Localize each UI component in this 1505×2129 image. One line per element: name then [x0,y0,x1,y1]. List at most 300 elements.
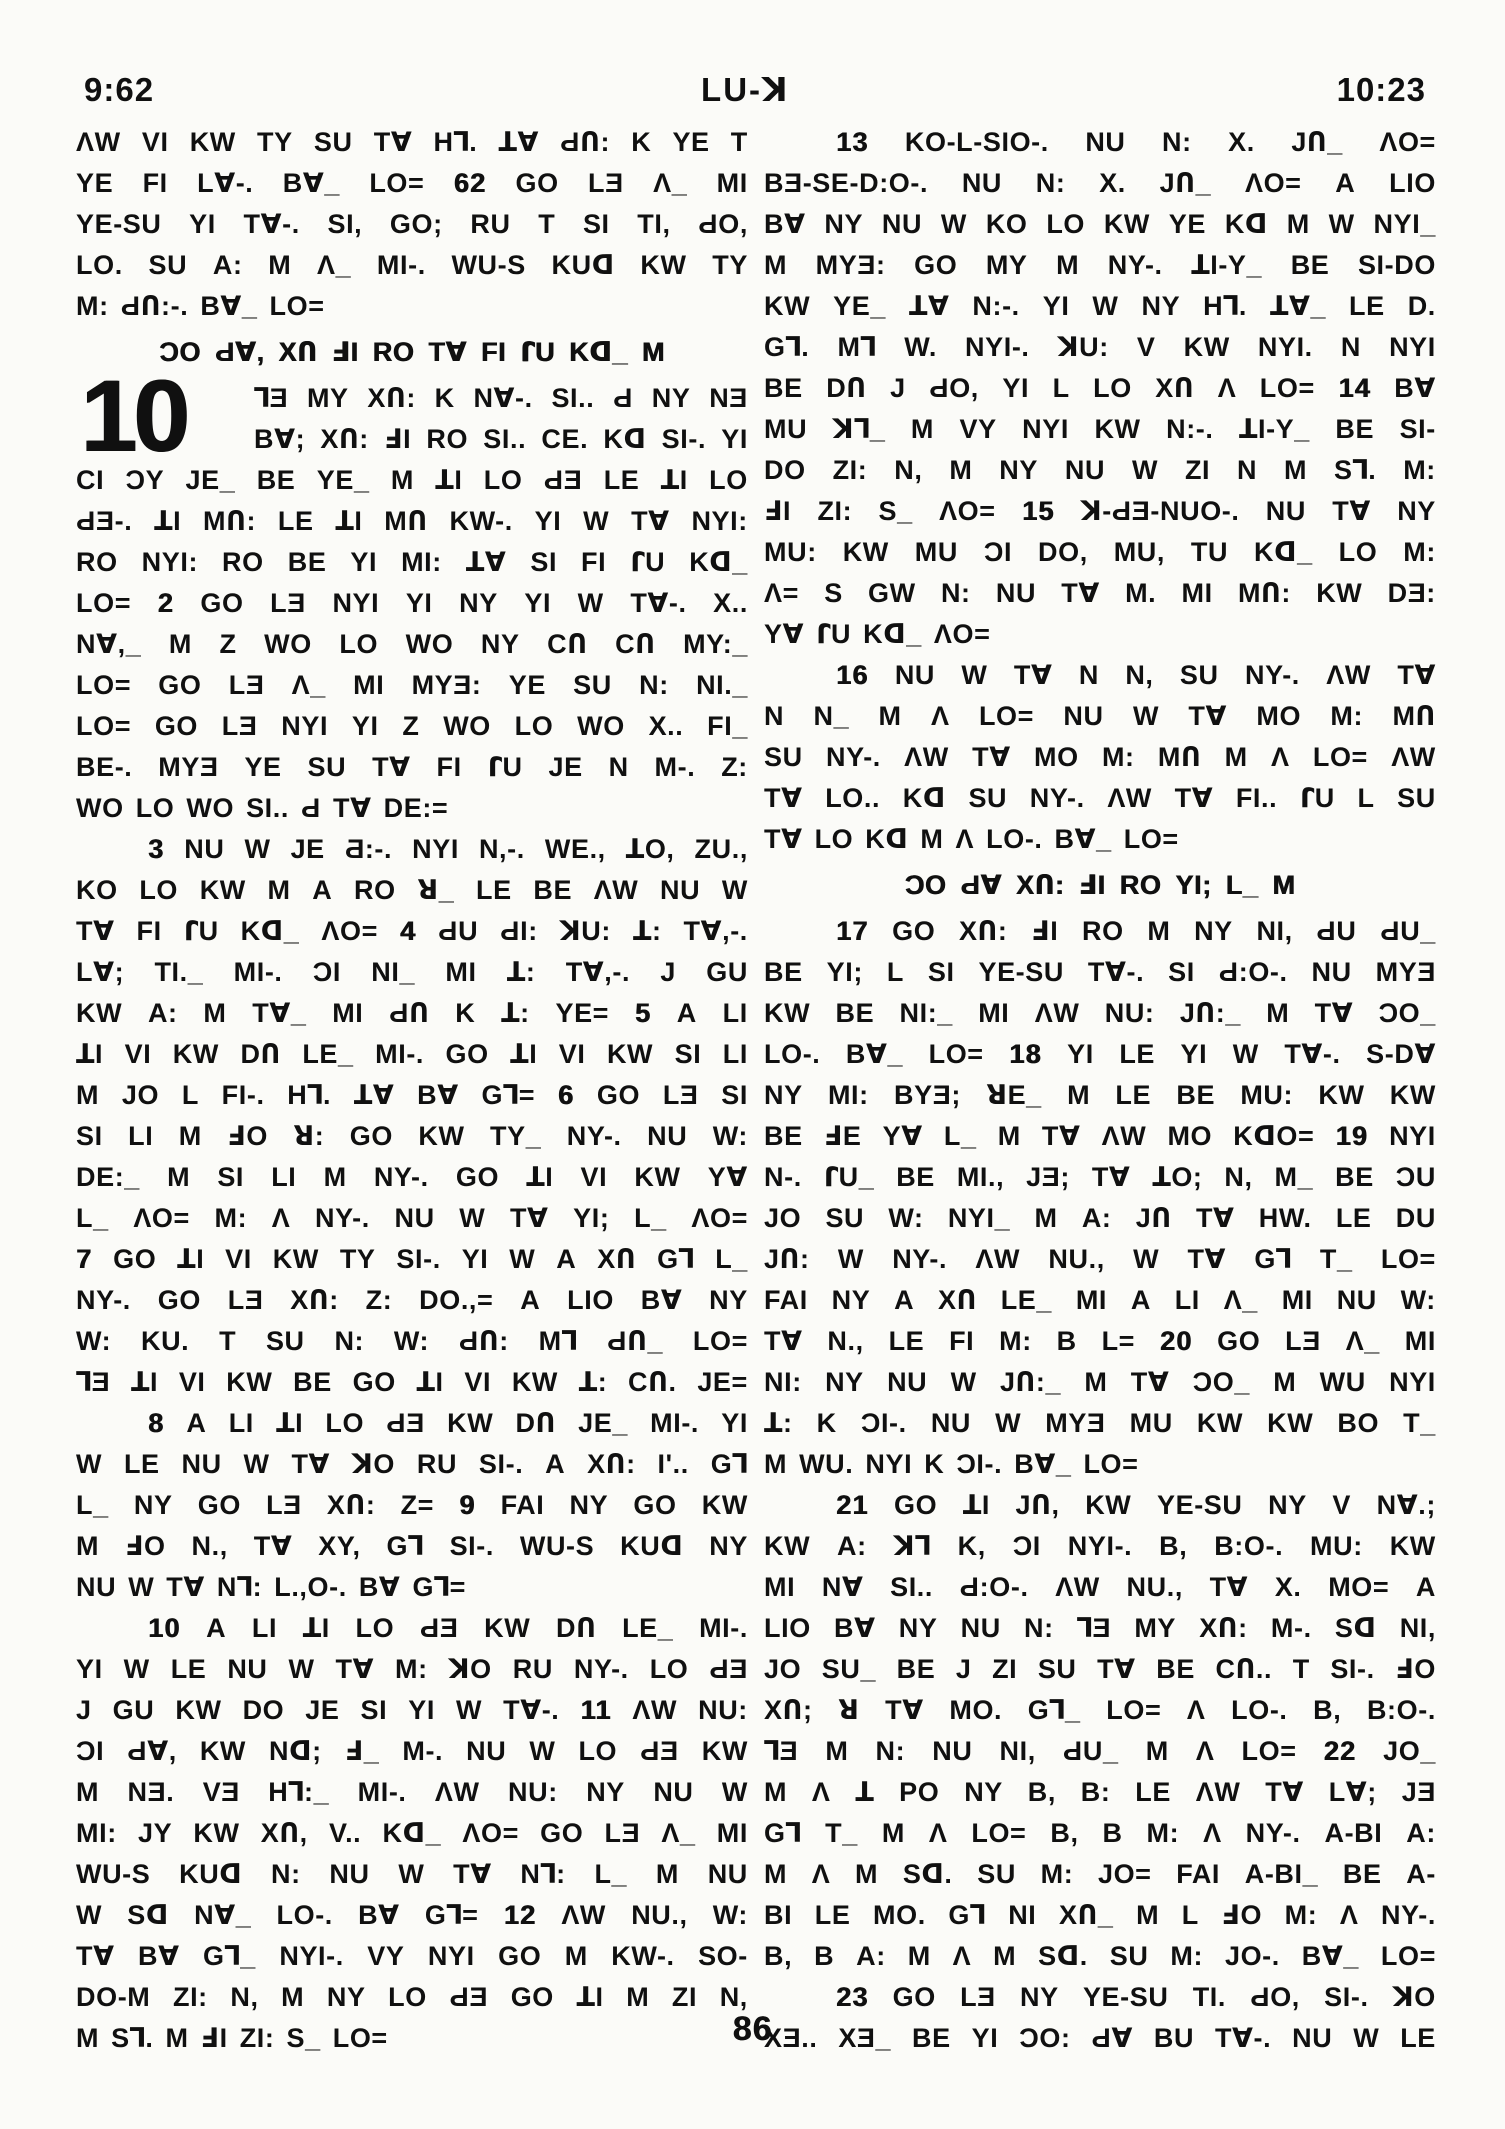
word: LE_ [302,1039,354,1069]
word: RO [1119,870,1162,900]
word: MՈ: [203,506,257,536]
word: ꓕI [177,1244,205,1274]
word: M [76,1531,100,1561]
word: BⱯ [833,1613,876,1643]
word: MI [353,670,385,700]
word: CՈ.. [1215,1654,1273,1684]
word: YE [672,127,710,157]
word: J [890,373,906,403]
word: W [1232,1039,1259,1069]
word: BⱯ; [254,424,306,454]
word: A [556,1244,577,1274]
word: ZI: [817,496,853,526]
text-line [76,245,748,286]
word: T_ [1403,1408,1436,1438]
word: ԀՈ_ [607,1326,664,1356]
word: WO [186,793,235,823]
word: M_ [1274,1162,1314,1192]
word: ꓕ: [578,1367,608,1397]
word: Sꓷ. [902,1859,953,1889]
word: JE_ [578,1408,628,1438]
word: XՈ: [290,1285,339,1315]
text-line [764,1157,1436,1198]
word: SI.. [551,383,595,413]
word: YI [351,711,379,741]
word: SU [1037,1654,1077,1684]
word: KW [1085,1490,1132,1520]
word: RU [470,209,511,239]
word: LƎ [227,1285,264,1315]
word: JՈ [1135,1203,1172,1233]
word: ɅW [76,127,121,157]
word: YI; [1175,870,1212,900]
word: K [816,1408,837,1438]
word: JE [290,834,325,864]
word: JE= [697,1367,748,1397]
word: M [626,1982,650,2012]
word: MI [1281,1285,1313,1315]
word: FI [581,547,607,577]
word: VI [558,1039,586,1069]
verse-number: 10 [148,1613,181,1643]
word: ZI: [832,455,868,485]
word: ꓕⱯ [908,291,950,321]
word: LO= [76,670,132,700]
word: LO [339,629,379,659]
word: W [529,1736,556,1766]
word: KW [1316,578,1363,608]
word: ɅW [593,875,639,905]
word: KW [199,1736,246,1766]
word: ꓕI [76,1039,104,1069]
word: XƎ.. [764,2023,818,2053]
word: XՈ, [260,1818,308,1848]
text-line [76,1567,748,1608]
verse-number: 23 [836,1982,869,2012]
word: Ʌ_ [653,168,688,198]
text-line [764,163,1436,204]
word: ꓕI [302,1613,330,1643]
word: ԀⱯ, [214,337,265,367]
word: M [390,465,414,495]
word: ƆI [983,537,1013,567]
word: K [631,127,652,157]
word: M [1147,916,1171,946]
verse-number: 2 [157,588,174,618]
word: LⱯ; [1328,1777,1377,1807]
word: B [1102,1818,1123,1848]
word: BⱯ [417,1080,459,1110]
word: KW [226,1367,273,1397]
word: XՈ; [764,1695,813,1725]
text-line [76,1485,748,1526]
word: NU [181,1449,222,1479]
word: TY [712,250,748,280]
verse-number: 18 [1009,1039,1042,1069]
word: JY [137,1818,173,1848]
word: YI [971,2023,999,2053]
word: S_ [286,2023,321,2053]
word: GO [498,1941,542,1971]
word: JO-. [1224,1941,1280,1971]
word: NY [999,455,1039,485]
word: N., [827,1326,864,1356]
word: ԀU_ [1062,1736,1119,1766]
word: LE [1335,1203,1372,1233]
word: XՈ [937,1285,977,1315]
word: M: [1170,1941,1204,1971]
word: TⱯ [373,127,413,157]
word: KW [640,250,687,280]
word: ꓩU [630,547,666,577]
word: X. [1099,168,1126,198]
word: YI [350,547,378,577]
word: ԀՈ: [458,1326,509,1356]
word: LO= [1241,1736,1297,1766]
word: MO [1167,1121,1213,1151]
word: W [1328,209,1355,239]
word: SU [1397,783,1436,813]
word: LO [514,711,554,741]
word: A-BI_ [1244,1859,1319,1889]
word: JՈ_ [1291,127,1343,157]
word: LE_ [622,1613,674,1643]
word: NI, [1399,1613,1436,1643]
word: T_ [825,1818,858,1848]
word: M: [214,1203,248,1233]
word: ɅW [975,1244,1021,1274]
word: LƎ [960,1982,996,2012]
word: Gꓶ [764,1818,802,1848]
text-line [764,1813,1436,1854]
word: SI-. [1324,1982,1369,2012]
word: TⱯ [1130,1367,1170,1397]
text-line [76,1116,748,1157]
word: NY [1397,496,1436,526]
word: LO [578,1736,618,1766]
word: YⱯ [707,1162,748,1192]
word: ꓕI [660,465,688,495]
text-line [76,1772,748,1813]
word: TⱯ_ [252,998,307,1028]
text-line [764,1485,1436,1526]
word: L_ [76,1490,109,1520]
word: W: [1400,1285,1436,1315]
word: ԀO, [1250,1982,1300,2012]
word: A [545,1449,566,1479]
word: LO [1093,373,1132,403]
word: NYI-. [965,332,1030,362]
word: ℲO [1395,1654,1436,1684]
word: KW [1267,1408,1314,1438]
text-line [76,1075,748,1116]
word: YE_ [316,465,370,495]
word: ꓕⱯ_ [1269,291,1327,321]
word: M [203,998,227,1028]
word: YI [189,209,216,239]
word: N: [875,1736,906,1766]
word: NY-. [825,742,881,772]
word: L [886,957,904,987]
word: A: [856,1941,886,1971]
word: M [878,701,902,731]
word: GO [914,250,958,280]
verse-number: 13 [836,127,869,157]
word: LO-. [764,1039,821,1069]
section-heading [764,865,1436,906]
word: ZI: [239,2023,275,2053]
word: N:-. [972,291,1020,321]
word: GO [158,670,202,700]
text-line [76,1403,748,1444]
word: M [76,2023,100,2053]
text-line [76,1690,748,1731]
word: ZI: [172,1982,208,2012]
word: ꓶƎ [76,1367,111,1397]
word: ɅO= [1244,168,1302,198]
text-line [76,1034,748,1075]
word: ɅW [434,1777,480,1807]
word: LE [603,465,640,495]
word: NI, [999,1736,1036,1766]
word: ԀƎ [709,1654,748,1684]
word: NY-. [1107,250,1163,280]
word: XՈ: [367,383,416,413]
word: YI [721,1408,748,1438]
word: NⱯ-. [473,383,533,413]
word: NU [707,1859,748,1889]
word: KW [1103,209,1150,239]
word: MI: [76,1818,117,1848]
word: B, [1159,1531,1188,1561]
word: M [655,1859,679,1889]
word: M [764,1859,788,1889]
word: MI-. [375,1039,425,1069]
word: NU [184,834,225,864]
word: K [924,1449,945,1479]
word: KW-. [611,1941,675,1971]
word: NY [831,1285,871,1315]
word: XՈ: [1015,870,1065,900]
word: W [721,1777,748,1807]
verse-number: 21 [836,1490,869,1520]
word: ɅO= [133,1203,190,1233]
word: M: [1330,701,1364,731]
word: WO [264,629,312,659]
text-line [764,778,1436,819]
word: NU [932,1736,973,1766]
word: RU [512,1654,553,1684]
word: Sꓶ. [111,2023,154,2053]
word: MI [716,1818,748,1848]
word: YⱯ [882,1121,923,1151]
word: T_ [1319,1244,1353,1274]
word: ƆO [904,870,947,900]
word: Gꓶ [1254,1244,1292,1274]
text-line [76,1936,748,1977]
word: KW [76,998,123,1028]
word: XY, [318,1531,361,1561]
word: LO [649,1654,689,1684]
word: SI-. [1330,1654,1375,1684]
word: JՈ:_ [999,1367,1062,1397]
word: S-DⱯ [1366,1039,1436,1069]
word: SU [1109,1941,1149,1971]
word: ƆI [76,1736,105,1766]
text-line [764,737,1436,778]
text-line [764,1034,1436,1075]
word: DE:_ [76,1162,140,1192]
word: M [1067,1080,1091,1110]
word: VI [225,1244,252,1274]
word: ℲI [1078,870,1106,900]
word: A: [1406,1818,1436,1848]
word: ԀⱯ [960,870,1002,900]
word: GO [1217,1326,1261,1356]
word: B, [1050,1818,1079,1848]
word: FI [142,168,168,198]
word: MU [1129,1408,1173,1438]
word: NY [709,1531,748,1561]
word: ꓕ: [764,1408,793,1438]
verse-number: 16 [836,660,869,690]
word: ꓕI [130,1367,159,1397]
word: LO= [1380,1244,1436,1274]
word: W [1133,1244,1160,1274]
word: ꓤ_ [417,875,455,905]
word: RO [76,547,118,577]
word: DՈ [826,373,867,403]
word: BⱯ [358,1572,401,1602]
word: L_ [715,1244,748,1274]
word: M [564,1941,588,1971]
word: ꓤE_ [986,1080,1042,1110]
word: FI_ [707,711,748,741]
word: N: [1161,127,1192,157]
word: A [186,1408,207,1438]
word: TⱯ [972,742,1011,772]
word: Ʌ [1270,742,1290,772]
word: KW [447,1408,494,1438]
word: LƎ [604,1818,641,1848]
text-line [764,1895,1436,1936]
word: ꓘꓶ [893,1531,931,1561]
word: LO= [76,588,132,618]
word: TⱯ [1187,1244,1227,1274]
word: LO= [971,1818,1027,1848]
text-line [764,1854,1436,1895]
word: NYI [865,1449,913,1479]
word: W [128,1572,155,1602]
word: RO [372,337,415,367]
word: NY [459,588,498,618]
word: W [837,1244,864,1274]
word: Ԁ [613,383,634,413]
word: ԀƎ [386,1408,425,1438]
word: Gꓶ= [481,1080,536,1110]
word: LO= [692,1326,748,1356]
word: ɅO= [462,1818,519,1848]
word: NY [898,1613,938,1643]
word: GW [868,578,916,608]
word: NY [825,1367,864,1397]
word: Kꓷ [1224,209,1268,239]
word: Ʌ [931,701,950,731]
word: NU., [631,1900,688,1930]
word: Z [402,711,420,741]
word: KO-L-SIO-. [904,127,1049,157]
word: GO [892,1982,936,2012]
word: SU [307,752,347,782]
word: W [123,1654,150,1684]
word: A [206,1613,227,1643]
word: NI [1008,1900,1037,1930]
word: ԀƎ [640,1736,679,1766]
word: SI- [1399,414,1436,444]
word: MYƎ [158,752,219,782]
word: MՈ [1157,742,1202,772]
word: ꓶƎ [1076,1613,1112,1643]
word: N: [639,670,669,700]
text-line [76,665,748,706]
word: JO= [1097,1859,1152,1889]
word: NY [326,1982,366,2012]
word: Ʌ [1217,373,1237,403]
word: W [76,1449,103,1479]
word: TⱯ [1174,783,1214,813]
word: WO [577,711,625,741]
word: ℲE [823,1121,862,1151]
word: Z: [721,752,748,782]
word: ꓶƎ [764,1736,799,1766]
word: V.. [328,1818,362,1848]
word: ZU., [694,834,748,864]
word: ꓘO [1392,1982,1436,2012]
word: GO [510,1982,554,2012]
word: BⱯ_ [200,291,258,321]
text-line [76,993,748,1034]
word: Gꓶ [710,1449,748,1479]
word: XƎ_ [838,2023,892,2053]
word: M: [395,1654,428,1684]
word: B:O-. [1366,1695,1436,1725]
text-line [764,1362,1436,1403]
word: ԀՈ:-. [120,291,189,321]
word: TⱯ [509,1203,549,1233]
word: NU., [1126,1572,1183,1602]
word: Ԁ:O-. [1218,957,1288,987]
word: M [178,1121,202,1151]
word: LO-. [1231,1695,1288,1725]
word: YI [1042,291,1070,321]
word: Ʌ_ [291,670,326,700]
word: YE [1168,209,1207,239]
word: NⱯ [821,1572,864,1602]
book-title: LU-ꓘ [701,71,790,108]
word: MO [1256,701,1302,731]
word: MO= [1328,1572,1390,1602]
word: MYƎ: [815,250,886,280]
word: NYI [1389,332,1436,362]
word: DՈ [240,1039,281,1069]
word: DՈ [515,1408,556,1438]
word: WU. [799,1449,854,1479]
word: JO [121,1080,160,1110]
word: NYI [332,588,380,618]
text-line [76,122,748,163]
word: MI-. [233,957,283,987]
word: KW [193,1818,240,1848]
